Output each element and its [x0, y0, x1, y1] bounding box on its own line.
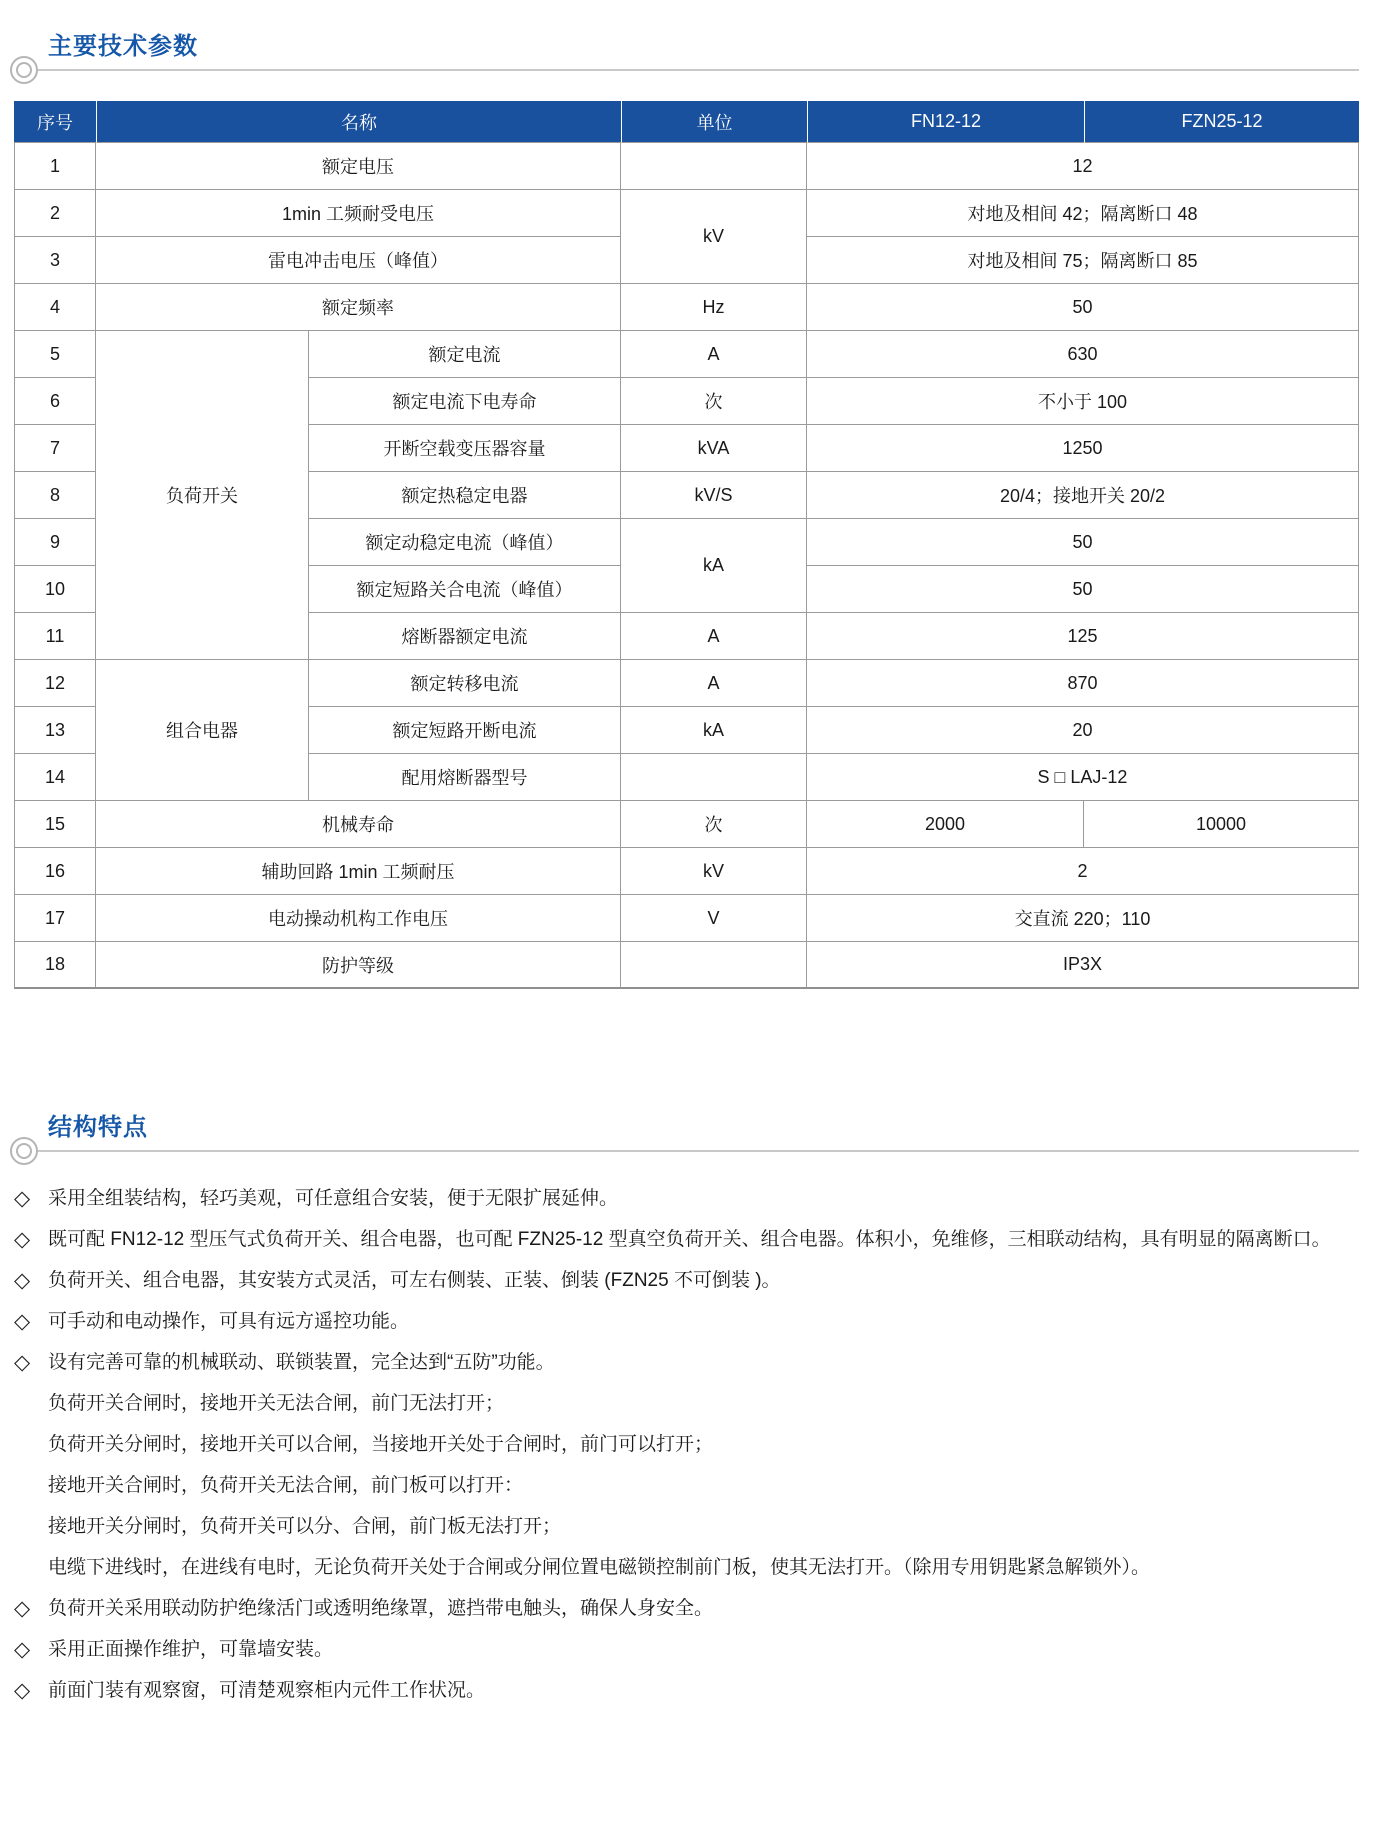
feature-text: 采用全组装结构，轻巧美观，可任意组合安装，便于无限扩展延伸。 [48, 1188, 619, 1209]
feature-subitem [14, 1424, 1359, 1465]
cell-no: 14 [14, 754, 96, 801]
section-title-features: 结构特点 [48, 1114, 148, 1141]
cell-no: 5 [14, 331, 96, 378]
feature-subitem [14, 1465, 1359, 1506]
cell-value: 50 [807, 519, 1359, 566]
cell-value: 对地及相间 75；隔离断口 85 [807, 237, 1359, 284]
cell-no: 12 [14, 660, 96, 707]
table-row [14, 942, 1359, 989]
indent-spacer [14, 1383, 48, 1424]
cell-value: 50 [807, 284, 1359, 331]
cell-unit: kA [621, 707, 807, 754]
table-row [14, 848, 1359, 895]
cell-name: 电动操动机构工作电压 [96, 895, 621, 942]
cell-value-fn12: 2000 [807, 801, 1084, 848]
cell-value: 不小于 100 [807, 378, 1359, 425]
diamond-icon: ◇ [14, 1638, 31, 1661]
feature-subitem [14, 1383, 1359, 1424]
cell-name: 额定电压 [96, 143, 621, 190]
cell-unit: kA [621, 519, 807, 613]
cell-no: 17 [14, 895, 96, 942]
col-header-no: 序号 [14, 101, 96, 143]
feature-text: 电缆下进线时，在进线有电时，无论负荷开关处于合闸或分闸位置电磁锁控制前门板，使其无法打开。（除用专用钥匙紧急解锁外）。 [48, 1557, 1151, 1578]
feature-item [14, 1301, 1359, 1342]
cell-group-combined-apparatus: 组合电器 [96, 660, 309, 801]
table-row [14, 660, 1359, 707]
cell-name: 额定频率 [96, 284, 621, 331]
cell-unit: A [621, 613, 807, 660]
diamond-icon: ◇ [14, 1597, 31, 1620]
feature-item [14, 1219, 1359, 1260]
feature-subitem [14, 1506, 1359, 1547]
section-title-parameters: 主要技术参数 [48, 33, 198, 60]
cell-unit [621, 942, 807, 989]
cell-no: 13 [14, 707, 96, 754]
cell-name: 配用熔断器型号 [309, 754, 621, 801]
cell-no: 7 [14, 425, 96, 472]
diamond-icon: ◇ [14, 1228, 31, 1251]
indent-spacer [14, 1547, 48, 1588]
col-header-name: 名称 [96, 101, 621, 143]
cell-no: 18 [14, 942, 96, 989]
section-rule [36, 69, 1359, 71]
indent-spacer [14, 1506, 48, 1547]
feature-item [14, 1588, 1359, 1629]
cell-value-fzn25: 10000 [1084, 801, 1359, 848]
cell-unit: kVA [621, 425, 807, 472]
cell-no: 16 [14, 848, 96, 895]
donut-circle-inner [16, 1143, 32, 1159]
cell-value: 1250 [807, 425, 1359, 472]
diamond-icon: ◇ [14, 1269, 31, 1292]
cell-no: 8 [14, 472, 96, 519]
diamond-icon: ◇ [14, 1187, 31, 1210]
feature-text: 接地开关分闸时，负荷开关可以分、合闸，前门板无法打开； [48, 1516, 562, 1537]
cell-name: 开断空载变压器容量 [309, 425, 621, 472]
donut-circle-icon [10, 56, 38, 84]
feature-text: 前面门装有观察窗，可清楚观察柜内元件工作状况。 [48, 1680, 486, 1701]
cell-name: 额定转移电流 [309, 660, 621, 707]
table-row [14, 190, 1359, 237]
cell-unit: kV [621, 848, 807, 895]
cell-value: IP3X [807, 942, 1359, 989]
diamond-icon: ◇ [14, 1679, 31, 1702]
cell-unit: 次 [621, 378, 807, 425]
cell-value: 20 [807, 707, 1359, 754]
cell-name: 额定电流 [309, 331, 621, 378]
cell-name: 额定热稳定电器 [309, 472, 621, 519]
cell-no: 15 [14, 801, 96, 848]
cell-no: 1 [14, 143, 96, 190]
table-header-row [14, 101, 1359, 143]
cell-value: 20/4；接地开关 20/2 [807, 472, 1359, 519]
cell-value: S □ LAJ-12 [807, 754, 1359, 801]
col-header-unit: 单位 [621, 101, 807, 143]
feature-text: 负荷开关合闸时，接地开关无法合闸，前门无法打开； [48, 1393, 505, 1414]
col-header-fzn25: FZN25-12 [1084, 101, 1359, 143]
cell-unit [621, 754, 807, 801]
cell-name: 机械寿命 [96, 801, 621, 848]
section-parameters-header [14, 26, 1359, 71]
features-list [14, 1178, 1359, 1711]
feature-item [14, 1178, 1359, 1219]
table-row [14, 284, 1359, 331]
table-row [14, 895, 1359, 942]
diamond-icon: ◇ [14, 1351, 31, 1374]
table-row [14, 143, 1359, 190]
diamond-icon: ◇ [14, 1310, 31, 1333]
cell-no: 4 [14, 284, 96, 331]
cell-unit: A [621, 331, 807, 378]
cell-value: 12 [807, 143, 1359, 190]
cell-unit: V [621, 895, 807, 942]
cell-unit [621, 143, 807, 190]
cell-no: 6 [14, 378, 96, 425]
table-row [14, 801, 1359, 848]
feature-text: 采用正面操作维护，可靠墙安装。 [48, 1639, 334, 1660]
parameters-table [14, 101, 1359, 989]
feature-text: 设有完善可靠的机械联动、联锁装置，完全达到“五防”功能。 [48, 1352, 555, 1373]
section-rule [36, 1150, 1359, 1152]
cell-value: 2 [807, 848, 1359, 895]
donut-circle-inner [16, 62, 32, 78]
feature-text: 接地开关合闸时，负荷开关无法合闸，前门板可以打开： [48, 1475, 524, 1496]
feature-text: 负荷开关采用联动防护绝缘活门或透明绝缘罩，遮挡带电触头，确保人身安全。 [48, 1598, 714, 1619]
cell-no: 11 [14, 613, 96, 660]
cell-name: 额定电流下电寿命 [309, 378, 621, 425]
cell-value: 870 [807, 660, 1359, 707]
feature-text: 可手动和电动操作，可具有远方遥控功能。 [48, 1311, 410, 1332]
indent-spacer [14, 1424, 48, 1465]
cell-value: 630 [807, 331, 1359, 378]
section-features-header [14, 1107, 1359, 1152]
cell-no: 9 [14, 519, 96, 566]
indent-spacer [14, 1465, 48, 1506]
cell-value: 125 [807, 613, 1359, 660]
cell-name: 熔断器额定电流 [309, 613, 621, 660]
table-row [14, 331, 1359, 378]
cell-no: 10 [14, 566, 96, 613]
feature-item [14, 1629, 1359, 1670]
cell-no: 3 [14, 237, 96, 284]
cell-unit: 次 [621, 801, 807, 848]
cell-value: 交直流 220；110 [807, 895, 1359, 942]
cell-group-load-switch: 负荷开关 [96, 331, 309, 660]
feature-text: 负荷开关、组合电器，其安装方式灵活，可左右侧装、正装、倒装 (FZN25 不可倒装 )。 [48, 1270, 781, 1291]
cell-name: 雷电冲击电压（峰值） [96, 237, 621, 284]
col-header-fn12: FN12-12 [807, 101, 1084, 143]
donut-circle-icon [10, 1137, 38, 1165]
cell-unit: kV [621, 190, 807, 284]
cell-name: 额定短路开断电流 [309, 707, 621, 754]
cell-value: 对地及相间 42；隔离断口 48 [807, 190, 1359, 237]
feature-text: 既可配 FN12-12 型压气式负荷开关、组合电器，也可配 FZN25-12 型真空负荷开关、组合电器。体积小，免维修，三相联动结构，具有明显的隔离断口。 [48, 1229, 1331, 1250]
cell-value: 50 [807, 566, 1359, 613]
cell-name: 防护等级 [96, 942, 621, 989]
cell-name: 额定动稳定电流（峰值） [309, 519, 621, 566]
feature-item [14, 1260, 1359, 1301]
cell-unit: Hz [621, 284, 807, 331]
cell-unit: kV/S [621, 472, 807, 519]
feature-text: 负荷开关分闸时，接地开关可以合闸，当接地开关处于合闸时，前门可以打开； [48, 1434, 714, 1455]
cell-name: 辅助回路 1min 工频耐压 [96, 848, 621, 895]
cell-name: 1min 工频耐受电压 [96, 190, 621, 237]
cell-unit: A [621, 660, 807, 707]
feature-item [14, 1670, 1359, 1711]
feature-subitem [14, 1547, 1359, 1588]
feature-item [14, 1342, 1359, 1383]
cell-name: 额定短路关合电流（峰值） [309, 566, 621, 613]
cell-no: 2 [14, 190, 96, 237]
